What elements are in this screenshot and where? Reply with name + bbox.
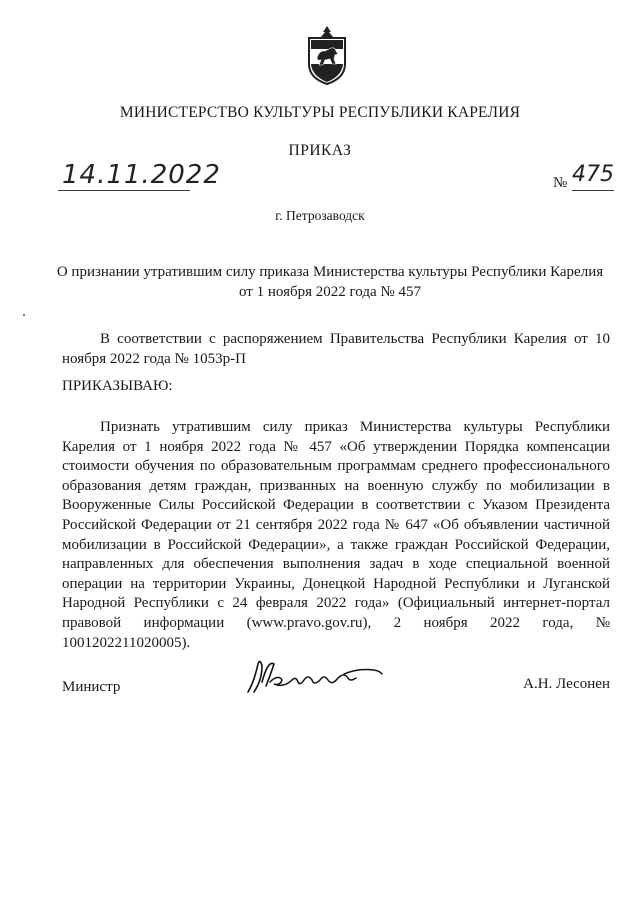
order-keyword: ПРИКАЗЫВАЮ: [62, 378, 173, 394]
date-underline [58, 190, 190, 191]
subject-line-1: О признании утратившим силу приказа Министерства культуры Республики Карелия [56, 264, 604, 280]
city: г. Петрозаводск [275, 208, 365, 223]
number-sign: № [553, 175, 568, 191]
scan-speck [23, 314, 25, 316]
subject-line-2: от 1 ноября 2022 года № 457 [239, 284, 421, 300]
order-date: 14.11.2022 [62, 160, 221, 190]
signatory-role: Министр [62, 679, 121, 695]
ministry-name: МИНИСТЕРСТВО КУЛЬТУРЫ РЕСПУБЛИКИ КАРЕЛИЯ [119, 104, 521, 121]
preamble-paragraph: В соответствии с распоряжением Правительства Республики Карелия от 10 ноября 2022 года № 1053р-П [62, 331, 610, 367]
order-number: 475 [572, 162, 614, 187]
document-type-title: ПРИКАЗ [288, 142, 352, 159]
order-body-paragraph: Признать утратившим силу приказ Министерства культуры Республики Карелия от 1 ноября 2022 года № 457 «Об утверждении Порядка компенсации стоимости обучения по образовательным программам среднего профессионального образования детям граждан, призванных на военную службу по мобилизации в Вооруженные Силы Российской Федерации в соответствии с Указом Президента Российской Федерации от 21 сентября 2022 года № 647 «Об объявлении частичной мобилизации в Российской Федерации», а также граждан Российской Федерации, направленных для обеспечения выполнения задач в ходе специальной военной операции на территории Украины, Донецкой Народной Республики и Луганской Народной Республики с 24 февраля 2022 года» (Официальный интернет-портал правовой информации (www.pravo.gov.ru), 2 ноября 2022 года, № 1001202211020005). [62, 419, 610, 651]
number-underline [572, 190, 614, 191]
signature-icon [240, 652, 390, 697]
coat-of-arms-icon [303, 24, 351, 86]
order-subject [50, 262, 610, 302]
signatory-name: А.Н. Лесонен [523, 676, 610, 692]
